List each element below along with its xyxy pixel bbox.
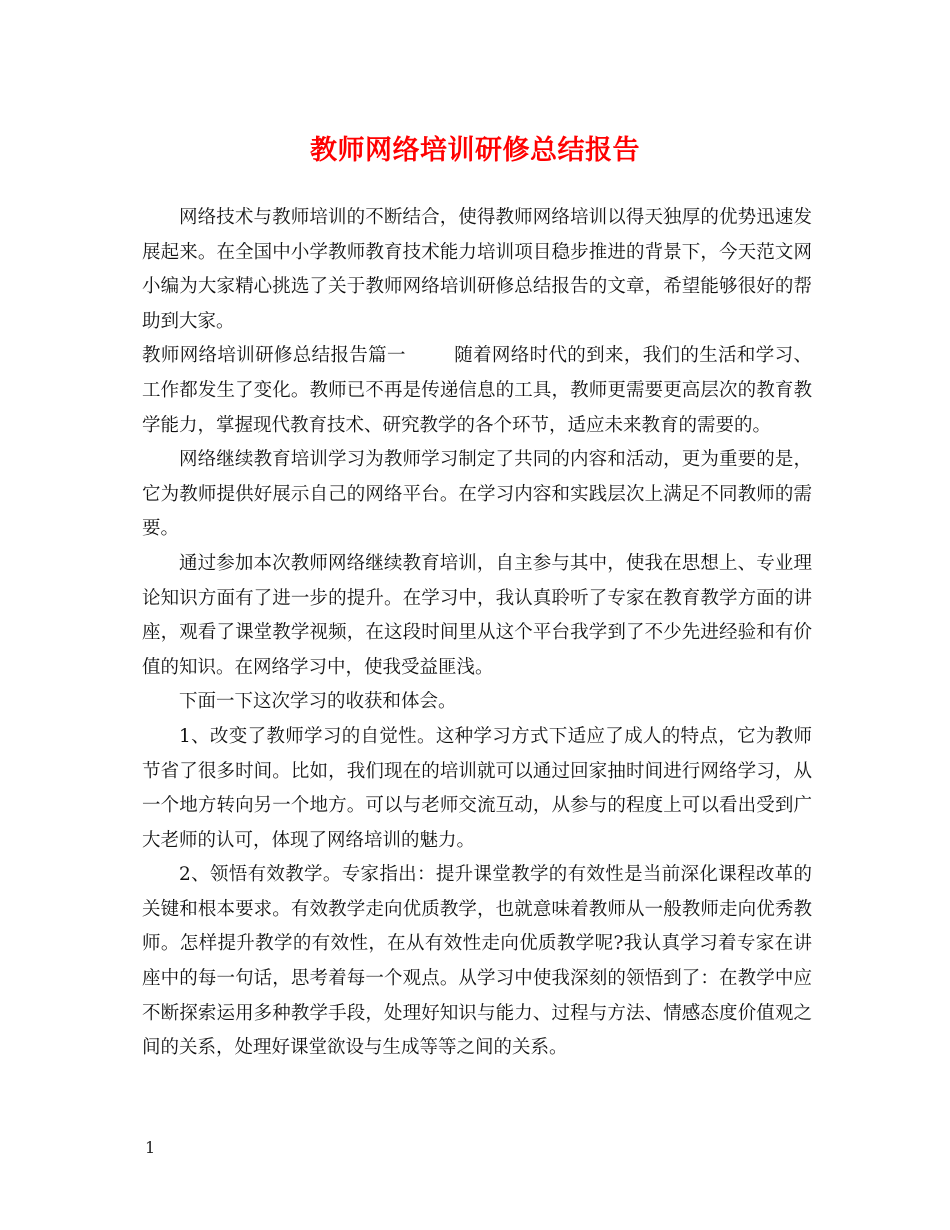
- body-paragraph: 网络继续教育培训学习为教师学习制定了共同的内容和活动，更为重要的是，它为教师提供好展示自己的网络平台。在学习内容和实践层次上满足不同教师的需要。: [142, 449, 812, 540]
- intro-paragraph: 网络技术与教师培训的不断结合，使得教师网络培训以得天独厚的优势迅速发展起来。在全国中小学教师教育技术能力培训项目稳步推进的背景下，今天范文网小编为大家精心挑选了关于教师网络培训研修总结报告的文章，希望能够很好的帮助到大家。: [142, 207, 812, 332]
- section-heading-line: [142, 339, 812, 443]
- body-paragraph: 下面一下这次学习的收获和体会。: [179, 691, 457, 713]
- body-paragraph: 1、改变了教师学习的自觉性。这种学习方式下适应了成人的特点，它为教师节省了很多时间。比如，我们现在的培训就可以通过回家抽时间进行网络学习，从一个地方转向另一个地方。可以与老师交流互动，从参与的程度上可以看出受到广大老师的认可，体现了网络培训的魅力。: [142, 725, 812, 851]
- section-heading: 教师网络培训研修总结报告篇一: [142, 345, 406, 367]
- document-body: [142, 201, 812, 1066]
- body-paragraph: 通过参加本次教师网络继续教育培训，自主参与其中，使我在思想上、专业理论知识方面有了进一步的提升。在学习中，我认真聆听了专家在教育教学方面的讲座，观看了课堂教学视频，在这段时间里从这个平台我学到了不少先进经验和有价值的知识。在网络学习中，使我受益匪浅。: [142, 552, 812, 678]
- section-opening-text: 随着网络时代的到来，我们的生活和学习、工作都发生了变化。教师已不再是传递信息的工具，教师更需要更高层次的教育教学能力，掌握现代教育技术、研究教学的各个环节，适应未来教育的需要的。: [142, 345, 812, 436]
- document-title: 教师网络培训研修总结报告: [310, 135, 640, 166]
- page-number: 1: [145, 1138, 156, 1157]
- body-paragraph: 2、领悟有效教学。专家指出：提升课堂教学的有效性是当前深化课程改革的关键和根本要求。有效教学走向优质教学，也就意味着教师从一般教师走向优秀教师。怎样提升教学的有效性，在从有效性走向优质教学呢?我认真学习着专家在讲座中的每一句话，思考着每一个观点。从学习中使我深刻的领悟到了：在教学中应不断探索运用多种教学手段，处理好知识与能力、过程与方法、情感态度价值观之间的关系，处理好课堂欲设与生成等等之间的关系。: [142, 864, 812, 1059]
